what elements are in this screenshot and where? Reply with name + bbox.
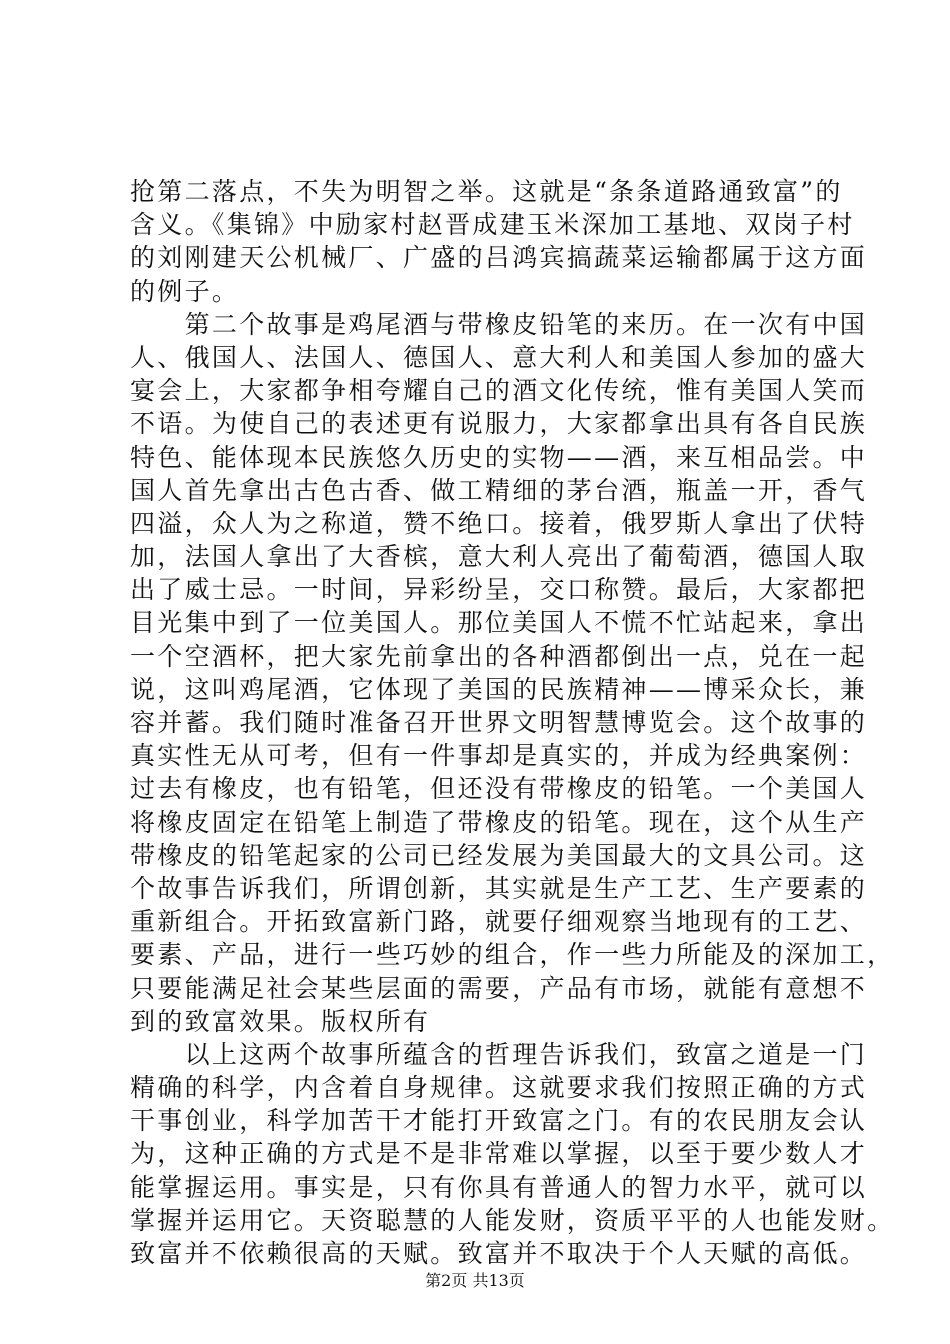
text-line: 特色、能体现本民族悠久历史的实物——酒，来互相品尝。中 [130, 442, 868, 472]
body-text [130, 175, 895, 1270]
text-line: 到的致富效果。版权所有 [130, 1006, 431, 1036]
text-line: 的刘刚建天公机械厂、广盛的吕鸿宾搞蔬菜运输都属于这方面 [130, 243, 868, 273]
text-line: 精确的科学，内含着自身规律。这就要求我们按照正确的方式 [130, 1073, 868, 1103]
text-line: 重新组合。开拓致富新门路，就要仔细观察当地现有的工艺、 [130, 907, 868, 937]
text-line: 过去有橡皮，也有铅笔，但还没有带橡皮的铅笔。一个美国人 [130, 774, 868, 804]
text-line: 要素、产品，进行一些巧妙的组合，作一些力所能及的深加工， [130, 940, 895, 970]
text-line: 含义。《集锦》中励家村赵晋成建玉米深加工基地、双岗子村 [130, 210, 855, 240]
text-line: 真实性无从可考，但有一件事却是真实的，并成为经典案例： [130, 741, 868, 771]
text-line: 四溢，众人为之称道，赞不绝口。接着，俄罗斯人拿出了伏特 [130, 508, 868, 538]
text-line: 目光集中到了一位美国人。那位美国人不慌不忙站起来，拿出 [130, 608, 868, 638]
text-line: 加，法国人拿出了大香槟，意大利人亮出了葡萄酒，德国人取 [130, 542, 868, 572]
text-line: 人、俄国人、法国人、德国人、意大利人和美国人参加的盛大 [130, 342, 868, 372]
text-line: 将橡皮固定在铅笔上制造了带橡皮的铅笔。现在，这个从生产 [130, 807, 868, 837]
text-line: 带橡皮的铅笔起家的公司已经发展为美国最大的文具公司。这 [130, 840, 868, 870]
text-line: 不语。为使自己的表述更有说服力，大家都拿出具有各自民族 [130, 409, 868, 439]
text-line: 出了威士忌。一时间，异彩纷呈，交口称赞。最后，大家都把 [130, 575, 868, 605]
text-line: 宴会上，大家都争相夸耀自己的酒文化传统，惟有美国人笑而 [130, 376, 868, 406]
text-line: 的例子。 [130, 276, 240, 306]
text-line: 个故事告诉我们，所谓创新，其实就是生产工艺、生产要素的 [130, 873, 868, 903]
text-line: 掌握并运用它。天资聪慧的人能发财，资质平平的人也能发财。 [130, 1205, 895, 1235]
text-line: 容并蓄。我们随时准备召开世界文明智慧博览会。这个故事的 [130, 708, 868, 737]
text-line: 国人首先拿出古色古香、做工精细的茅台酒，瓶盖一开，香气 [130, 475, 868, 505]
text-line: 只要能满足社会某些层面的需要，产品有市场，就能有意想不 [130, 973, 868, 1003]
text-line: 一个空酒杯，把大家先前拿出的各种酒都倒出一点，兑在一起 [130, 641, 868, 671]
text-line: 抢第二落点，不失为明智之举。这就是“条条道路通致富”的 [130, 177, 843, 206]
text-line: 第二个故事是鸡尾酒与带橡皮铅笔的来历。在一次有中国 [130, 309, 868, 339]
text-line: 以上这两个故事所蕴含的哲理告诉我们，致富之道是一门 [130, 1039, 868, 1069]
text-line: 说，这叫鸡尾酒，它体现了美国的民族精神——博采众长，兼 [130, 674, 868, 704]
text-line: 能掌握运用。事实是，只有你具有普通人的智力水平，就可以 [130, 1172, 868, 1202]
text-line: 致富并不依赖很高的天赋。致富并不取决于个人天赋的高低。 [130, 1239, 868, 1268]
text-line: 为，这种正确的方式是不是非常难以掌握，以至于要少数人才 [130, 1139, 868, 1169]
page-number-footer: 第2页 共13页 [425, 1271, 525, 1290]
text-line: 干事创业，科学加苦干才能打开致富之门。有的农民朋友会认 [130, 1106, 868, 1136]
